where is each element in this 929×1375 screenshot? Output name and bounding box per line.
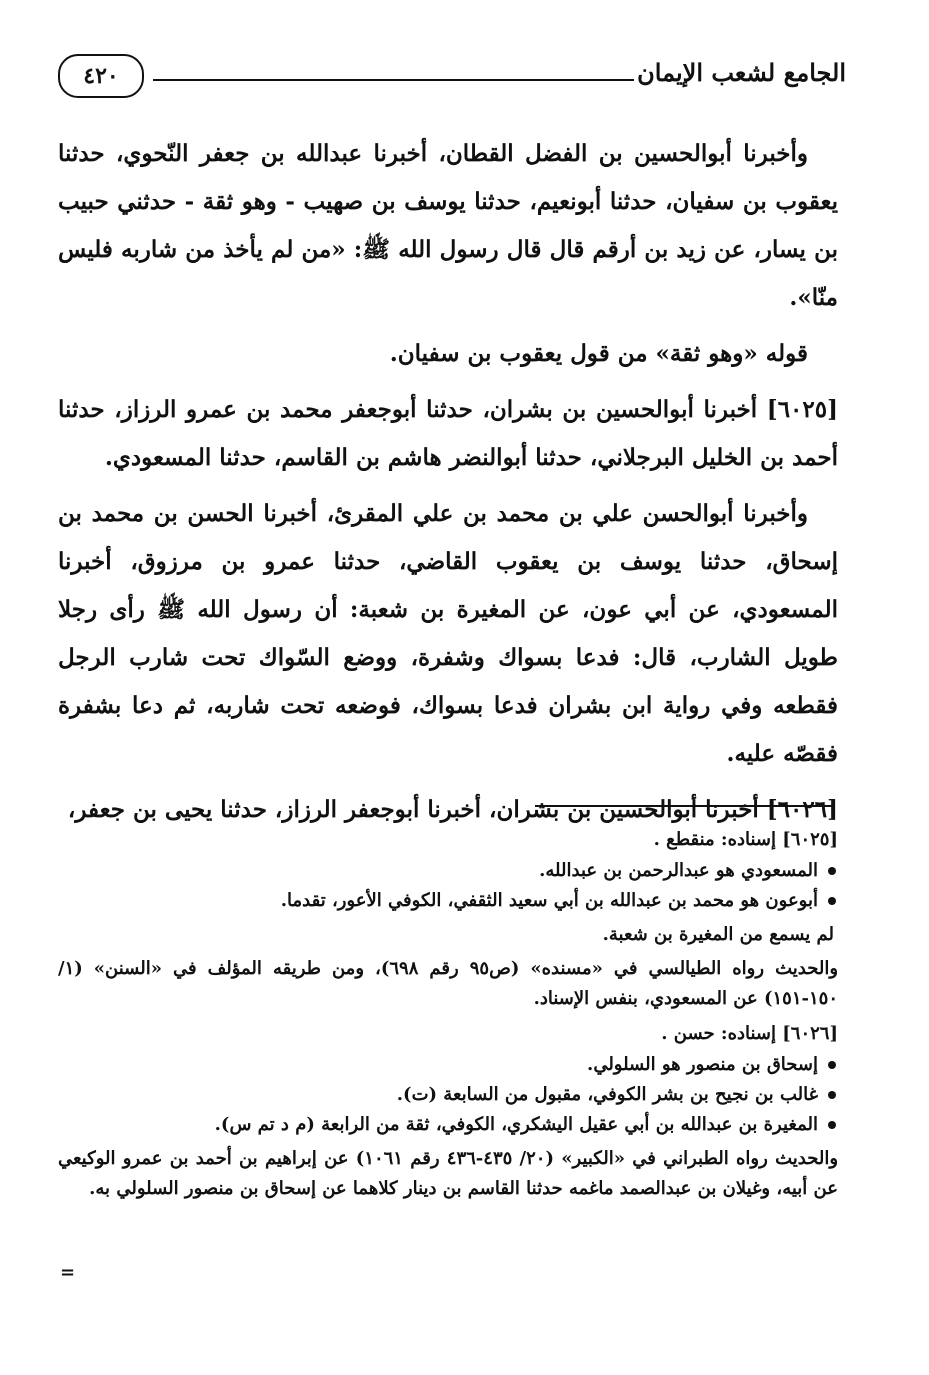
- paragraph-2: قوله «وهو ثقة» من قول يعقوب بن سفيان.: [389, 340, 808, 367]
- page-header: [58, 52, 846, 104]
- paragraph-1: وأخبرنا أبوالحسين بن الفضل القطان، أخبرنا عبدالله بن جعفر النّحوي، حدثنا يعقوب بن سفيان، حدثنا أبونعيم، حدثنا يوسف بن صهيب - وهو ثقة - حدثني حبيب بن يسار، عن زيد بن أرقم قال قال رسول الله ﷺ: «من لم يأخذ من شاربه فليس منّا».: [58, 140, 838, 311]
- bullet-icon: [828, 867, 836, 875]
- bullet-icon: [828, 1061, 836, 1069]
- main-text: [58, 130, 838, 842]
- page-number: ٤٢٠: [58, 54, 144, 98]
- footnotes: [58, 824, 838, 1208]
- footnote-6025-list: [58, 856, 838, 916]
- list-item: المسعودي هو عبدالرحمن بن عبدالله.: [58, 856, 838, 886]
- book-title: الجامع لشعب الإيمان: [637, 58, 846, 87]
- footnote-divider: [535, 805, 835, 807]
- bullet-icon: [828, 897, 836, 905]
- bullet-icon: [828, 1091, 836, 1099]
- footnote-6025-source: والحديث رواه الطيالسي في «مسنده» (ص٩٥ رقم ٦٩٨)، ومن طريقه المؤلف في «السنن» (١/ ١٥٠-١٥١) عن المسعودي، بنفس الإسناد.: [58, 958, 839, 1009]
- paragraph-6025: [٦٠٢٥] أخبرنا أبوالحسين بن بشران، حدثنا أبوجعفر محمد بن عمرو الرزاز، حدثنا أحمد بن الخليل البرجلاني، حدثنا أبوالنضر هاشم بن القاسم، حدثنا المسعودي.: [58, 396, 838, 471]
- footnote-6025-line: لم يسمع من المغيرة بن شعبة.: [602, 924, 834, 945]
- footnote-6026-list: [58, 1050, 838, 1140]
- footnote-6026-head: [٦٠٢٦] إسناده: حسن .: [661, 1023, 838, 1044]
- list-item: غالب بن نجيح بن بشر الكوفي، مقبول من السابعة (ت).: [58, 1080, 838, 1110]
- list-item: المغيرة بن عبدالله بن أبي عقيل اليشكري، الكوفي، ثقة من الرابعة (م د تم س).: [58, 1110, 838, 1140]
- paragraph-6026: [٦٠٢٦] أخبرنا أبوالحسين بن بشران، أخبرنا أبوجعفر الرزاز، حدثنا يحيى بن جعفر،: [67, 796, 838, 823]
- list-item: أبوعون هو محمد بن عبدالله بن أبي سعيد الثقفي، الكوفي الأعور، تقدما.: [58, 886, 838, 916]
- footnote-6026-source: والحديث رواه الطبراني في «الكبير» (٢٠/ ٤٣٥-٤٣٦ رقم ١٠٦١) عن إبراهيم بن أحمد بن عمرو الوكيعي عن أبيه، وغيلان بن عبدالصمد ماغمه حدثنا القاسم بن دينار كلاهما عن إسحاق بن منصور السلولي به.: [58, 1148, 839, 1199]
- paragraph-4: وأخبرنا أبوالحسن علي بن محمد بن علي المقرئ، أخبرنا الحسن بن محمد بن إسحاق، حدثنا يوسف بن يعقوب القاضي، حدثنا عمرو بن مرزوق، أخبرنا المسعودي، عن أبي عون، عن المغيرة بن شعبة: أن رسول الله ﷺ رأى رجلا طويل الشارب، قال: فدعا بسواك وشفرة، ووضع السّواك تحت شارب الرجل فقطعه وفي رواية ابن بشران فدعا بسواك، فوضعه تحت شاربه، ثم دعا بشفرة فقصّه عليه.: [58, 500, 838, 767]
- bullet-icon: [828, 1121, 836, 1129]
- continuation-mark: =: [60, 1262, 76, 1283]
- header-rule: [153, 79, 634, 81]
- footnote-6025-head: [٦٠٢٥] إسناده: منقطع .: [653, 829, 838, 850]
- list-item: إسحاق بن منصور هو السلولي.: [58, 1050, 838, 1080]
